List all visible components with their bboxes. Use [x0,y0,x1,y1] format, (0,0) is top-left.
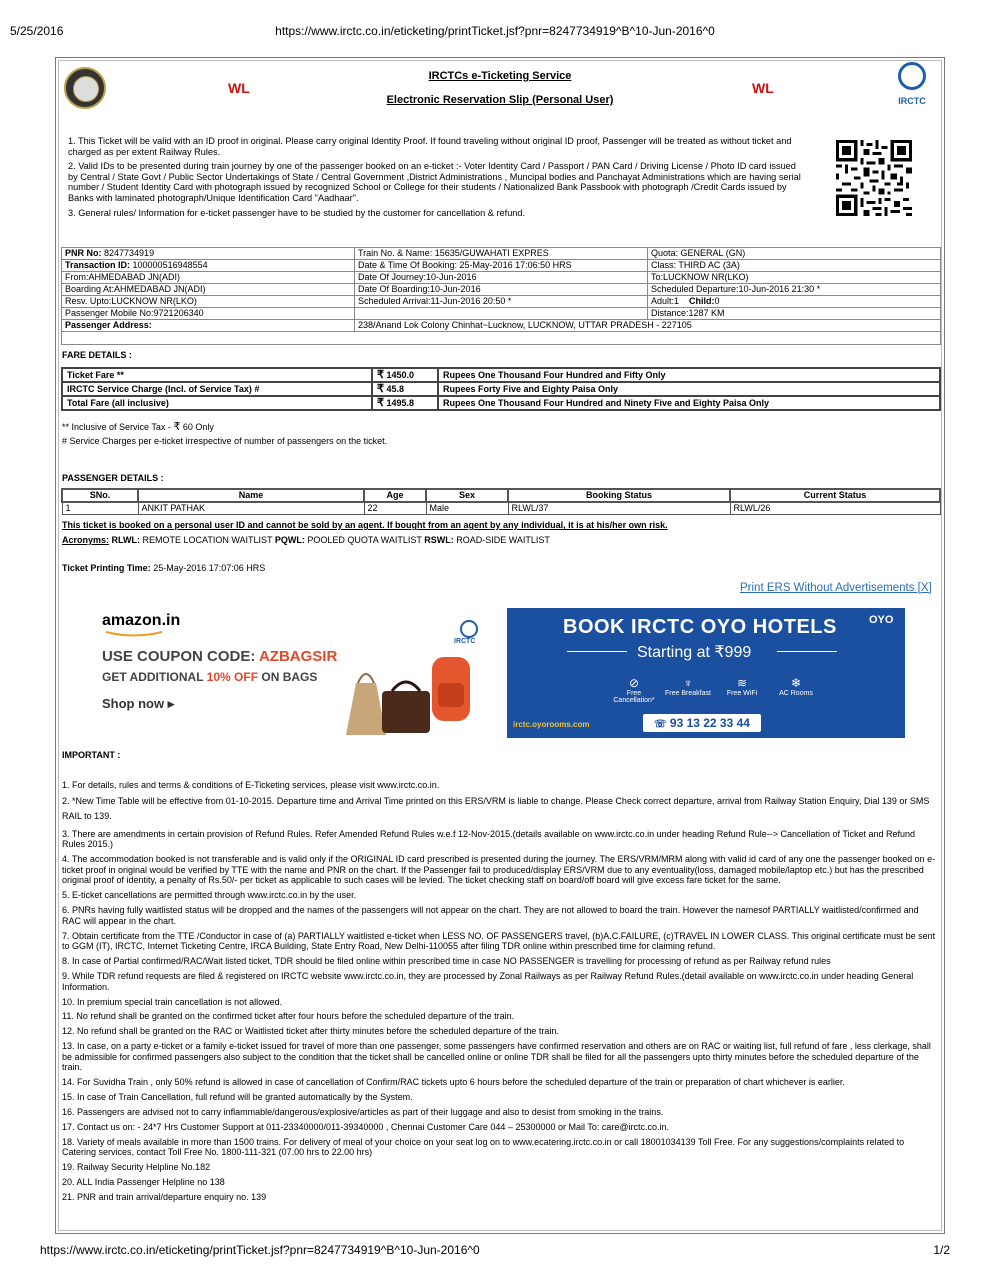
transaction-id: 100000516948554 [132,260,208,270]
oyo-headline: BOOK IRCTC OYO HOTELS [563,616,837,638]
table-row: 1 ANKIT PATHAK 22 Male RLWL/37 RLWL/26 [62,502,940,515]
rule-item: 3. General rules/ Information for e-ticket passenger have to be studied by the customer for cancellation & refund. [68,207,526,218]
rule-item: 2. Valid IDs to be presented during train journey by one of the passenger booked on an e-ticket :- Voter Identity Card / Passport / PAN Card / Driving License / Photo ID card issued by Central / State Govt / Public Sector Undertakings of State / Central Government ,District Administrations , Muncipal bodies and Panchayat Administrations which are having serial number / Student Identity Card with photograph issued by recognized School or College for their students / Nationalized Bank Passbook with photograph /Credit Cards issued by Banks with laminated photograph/Unique Identification Card "Aadhaar". [68,161,801,203]
list-item: 4. The accommodation booked is not transferable and is valid only if the ORIGINAL ID card prescribed is presented during the journey. The ERS/VRM/MRM along with valid id card of any one the passenger booked on e-ticket proof in original would be verified by TTE with the name and PNR on the chart. If the Passenger fail to produced/display ERS/VRM due to any eventuality(loss, damaged mobile/laptop etc.) but has the prescribed original proof of identity, a penalty of Rs.50/- per ticket as applicable to such cases will be levied. The ticket checking staff on board/off board will give excess fare ticket for the same. [62,854,936,886]
status-badge-right: WL [752,80,774,96]
ac-rooms-icon: ❄ AC Rooms [779,676,813,697]
list-item: 9. While TDR refund requests are filed & registered on IRCTC website www.irctc.co.in, they are processed by Zonal Railways as per Railway Refund Rules.(detail available on www.irctc.co.in under heading General Information. [62,971,914,992]
list-item: 13. In case, on a party e-ticket or a family e-ticket issued for travel of more than one passenger, some passengers have confirmed reservation and others are on RAC or waiting list, full refund of fare , less clerkage, shall be admissible for confirmed passengers also subject to the condition that the ticket shall be cancelled online or online TDR shall be filed for all the passengers upto thirty minutes before the scheduled departure of the train. [62,1041,931,1073]
print-without-ads-link[interactable]: Print ERS Without Advertisements [X] [740,582,932,594]
travel-class: Class: THIRD AC (3A) [648,260,941,272]
address-label: Passenger Address: [62,320,355,332]
list-item: 2. *New Time Table will be effective from 01-10-2015. Departure time and Arrival Time printed on this ERS/VRM is liable to change. Please Check correct departure, arrival from Railway Station Enquiry, Dial 139 or SMS RAIL to 139. [62,796,930,822]
passenger-address: 238/Anand Lok Colony Chinhat~Lucknow, LUCKNOW, UTTAR PRADESH - 227105 [355,320,941,332]
status-badge-left: WL [228,80,250,96]
journey-details-table: PNR No: 8247734919 Train No. & Name: 15635/GUWAHATI EXPRES Quota: GENERAL (GN) Transaction ID: 100000516948554 Date & Time Of Booking: 25-May-2016 17:06:50 HRS Class: THIRD AC (3A) From:AHMEDABAD JN(ADI) Date Of Journey:10-Jun-2016 To:LUCKNOW NR(LKO) Boarding At:AHMEDABAD JN(ADI) Date Of Boarding:10-Jun-2016 Scheduled Departure:10-Jun-2016 21:30 * Resv. Upto:LUCKNOW NR(LKO) Scheduled Arrival:11-Jun-2016 20:50 * Adult:1 Child:0 Passenger Mobile No:9721206340 Distance:1287 KM Passenger Address: 238/Anand Lok Colony Chinhat~Lucknow, LUCKNOW, UTTAR PRADESH - 227105 [61,247,941,345]
list-item: 5. E-ticket cancellations are permitted through www.irctc.co.in by the user. [62,890,357,901]
fare-row: IRCTC Service Charge (Incl. of Service Tax) # ₹ 45.8 Rupees Forty Five and Eighty Paisa Only [62,382,940,396]
from-station: From:AHMEDABAD JN(ADI) [62,272,355,284]
fare-table [61,367,941,411]
service-tax-note: ** Inclusive of Service Tax - ₹ 60 Only [62,421,214,433]
distance: Distance:1287 KM [648,308,941,320]
list-item: 17. Contact us on: - 24*7 Hrs Customer Support at 011-23340000/011-39340000 , Chennai Customer Care 044 – 25300000 or Mail To: care@irctc.co.in. [62,1122,669,1132]
free-breakfast-icon: ♆ Free Breakfast [665,676,711,697]
list-item: 7. Obtain certificate from the TTE /Conductor in case of (a) PARTIALLY waitlisted e-ticket when LESS NO. OF PASSENGERS travel, (b)A.C.FAILURE, (c)TRAVEL IN LOWER CLASS. This original certificate must be sent to GGM (IT), IRCTC, Internet Ticketing Centre, IRCA Building, State Entry Road, New Delhi-110055 after filing TDR online within prescribed time for claiming refund. [62,930,936,952]
ticket-frame [55,57,945,1234]
ticket-subtitle: Electronic Reservation Slip (Personal User) [386,94,614,106]
oyo-starting-price: Starting at ₹999 [637,644,752,661]
important-notes [62,750,938,1207]
pnr-number: 8247734919 [104,248,155,258]
ticket-printing-time: Ticket Printing Time: 25-May-2016 17:07:06 HRS [62,563,266,573]
list-item: 12. No refund shall be granted on the RAC or Waitlisted ticket after thirty minutes before the scheduled departure of the train. [62,1026,559,1037]
oyo-phone: ☏ 93 13 22 33 44 [643,714,761,732]
list-item: 15. In case of Train Cancellation, full refund will be granted automatically by the System. [62,1092,413,1103]
scheduled-departure: Scheduled Departure:10-Jun-2016 21:30 * [648,284,941,296]
oyo-features [607,676,823,716]
list-item: 18. Variety of meals available in more than 1500 trains. For delivery of meal of your choice on your seat log on to www.ecatering.irctc.co.in or call 18001034139 Toll Free. For any suggestions/complaints related to Catering services, contact Toll Free No. 1800-111-321 (07.00 hrs to 22.00 hrs) [62,1136,905,1158]
acronyms: Acronyms: RLWL: REMOTE LOCATION WAITLIST PQWL: POOLED QUOTA WAITLIST RSWL: ROAD-SIDE WAITLIST [62,535,550,545]
bags-image-icon [346,643,476,738]
free-cancellation-icon: ⊘ Free Cancellation* [613,676,655,704]
passenger-heading: PASSENGER DETAILS : [62,473,164,483]
boarding-station: Boarding At:AHMEDABAD JN(ADI) [62,284,355,296]
passenger-mobile: Passenger Mobile No:9721206340 [62,308,355,320]
important-heading: IMPORTANT : [62,750,121,760]
print-url: https://www.irctc.co.in/eticketing/printTicket.jsf?pnr=8247734919^B^10-Jun-2016^0 [275,24,715,38]
print-date: 5/25/2016 [10,24,64,38]
list-item: 10. In premium special train cancellation is not allowed. [62,996,283,1007]
ticket-title: IRCTCs e-Ticketing Service [428,70,572,82]
qr-code-icon [836,140,912,216]
oyo-site: irctc.oyorooms.com [513,720,590,729]
amazon-logo: amazon.in [102,612,181,629]
quota: Quota: GENERAL (GN) [648,248,941,260]
fare-row: Ticket Fare ** ₹ 1450.0 Rupees One Thousand Four Hundred and Fifty Only [62,368,940,382]
journey-date: Date Of Journey:10-Jun-2016 [355,272,648,284]
boarding-date: Date Of Boarding:10-Jun-2016 [355,284,648,296]
train-name: Train No. & Name: 15635/GUWAHATI EXPRES [355,248,648,260]
fare-row: Total Fare (all inclusive) ₹ 1495.8 Rupees One Thousand Four Hundred and Ninety Five and Eighty Paisa Only [62,396,940,410]
page-number: 1/2 [933,1243,950,1257]
discount-line: GET ADDITIONAL 10% OFF ON BAGS [102,670,318,684]
service-charge-note: # Service Charges per e-ticket irrespective of number of passengers on the ticket. [62,436,388,446]
list-item: 20. ALL India Passenger Helpline no 138 [62,1177,225,1188]
reservation-upto: Resv. Upto:LUCKNOW NR(LKO) [62,296,355,308]
list-item: 3. There are amendments in certain provision of Refund Rules. Refer Amended Refund Rules w.e.f 12-Nov-2015.(details available on www.irctc.co.in under heading Refund Rule--> Cancellation of Ticket and Refund Rules 2015.) [62,828,916,850]
list-item: 1. For details, rules and terms & conditions of E-Ticketing services, please visit www.irctc.co.in. [62,779,440,790]
shop-now-link[interactable]: Shop now ▸ [102,696,175,711]
amazon-ad-banner[interactable] [94,608,498,738]
list-item: 8. In case of Partial confirmed/RAC/Wait listed ticket, TDR should be filed online within prescribed time in case NO PASSENGER is travelling for processing of refund as per Railway refund rules [62,956,831,967]
oyo-ad-banner[interactable] [507,608,905,738]
oyo-badge: OYO [869,614,894,626]
irctc-mark: IRCTC [454,638,476,645]
coupon-line: USE COUPON CODE: AZBAGSIR [102,648,338,665]
irctc-ring-icon [460,620,478,638]
list-item: 19. Railway Security Helpline No.182 [62,1162,211,1173]
list-item: 6. PNRs having fully waitlisted status will be dropped and the names of the passengers will not appear on the chart. They are not allowed to board the train. However the namesof PARTIALLY waitlisted/confirmed and RAC will appear in the chart. [62,905,919,926]
rule-item: 1. This Ticket will be valid with an ID proof in original. Please carry original Identity Proof. If found traveling without original ID proof, Passenger will be treated as without ticket and charged as per extent Railway Rules. [68,136,792,157]
fare-heading: FARE DETAILS : [62,350,132,360]
scheduled-arrival: Scheduled Arrival:11-Jun-2016 20:50 * [355,296,648,308]
free-wifi-icon: ≋ Free WiFi [726,676,758,697]
list-item: 16. Passengers are advised not to carry inflammable/dangerous/explosive/articles as part of their luggage and also to desist from smoking in the trains. [62,1107,664,1118]
footer-url: https://www.irctc.co.in/eticketing/printTicket.jsf?pnr=8247734919^B^10-Jun-2016^0 [40,1243,480,1257]
list-item: 11. No refund shall be granted on the confirmed ticket after four hours before the scheduled departure of the train. [62,1011,515,1022]
passenger-count: Adult:1 Child:0 [648,296,941,308]
validity-rules [68,136,808,222]
agent-notice: This ticket is booked on a personal user ID and cannot be sold by an agent. If bought from an agent by any individual, it is at his/her own risk. [62,520,668,530]
list-item: 21. PNR and train arrival/departure enquiry no. 139 [62,1192,267,1203]
irctc-logo-icon: IRCTC [892,62,932,110]
to-station: To:LUCKNOW NR(LKO) [648,272,941,284]
print-header [0,24,990,40]
list-item: 14. For Suvidha Train , only 50% refund is allowed in case of cancellation of Confirm/RAC tickets upto 6 hours before the scheduled departure of the train or preparation of chart whichever is earlier. [62,1077,845,1088]
booking-datetime: Date & Time Of Booking: 25-May-2016 17:06:50 HRS [355,260,648,272]
passenger-table: SNo. Name Age Sex Booking Status Current Status 1 ANKIT PATHAK 22 Male RLWL/37 RLWL/26 [61,488,941,515]
